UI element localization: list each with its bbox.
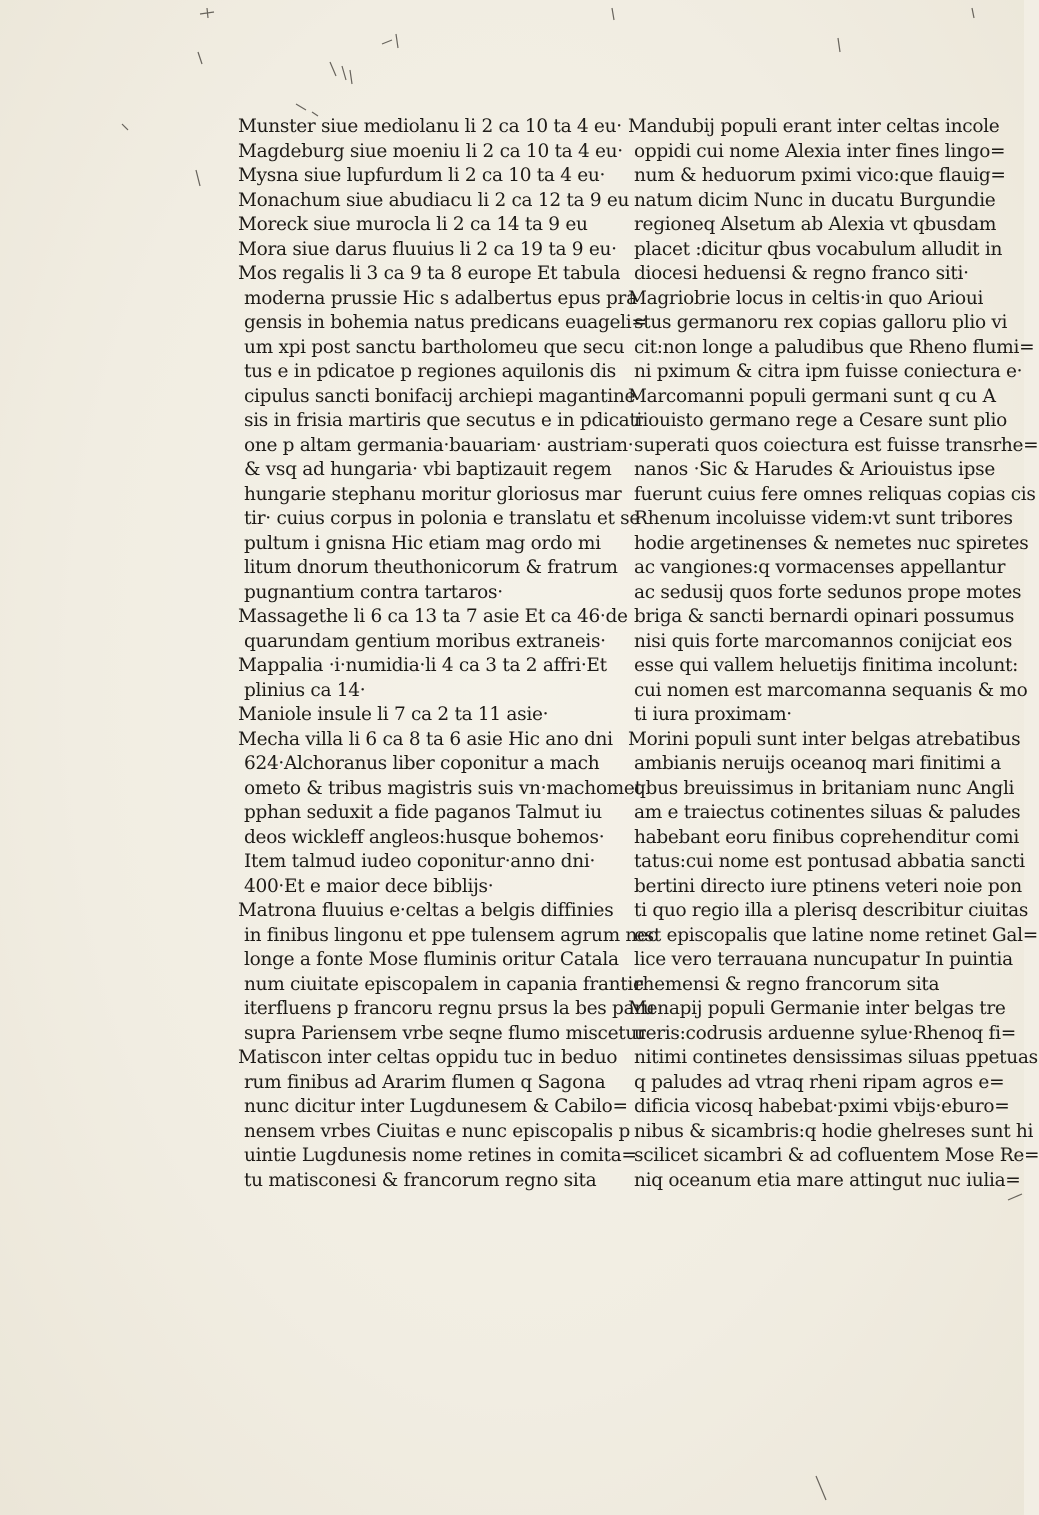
left-column-text-line: tu matisconesi & francorum regno sita xyxy=(244,1169,597,1191)
left-text-column xyxy=(238,115,658,1193)
right-column-text-line: nanos ·Sic & Harudes & Ariouistus ipse xyxy=(634,459,995,480)
left-column-text-line: num ciuitate episcopalem in capania frantie xyxy=(244,973,644,995)
right-column-text-line: habebant eoru finibus coprehenditur comi xyxy=(634,826,1019,848)
right-column-text-line: ueris:codrusis arduenne sylue·Rhenoq fi= xyxy=(634,1022,1016,1044)
left-column-text-line: 624·Alchoranus liber coponitur a mach xyxy=(244,753,600,774)
left-column-text-line: cipulus sancti bonifacij archiepi magantine xyxy=(244,385,636,407)
left-column-text-line: one p altam germania·bauariam· austriam· xyxy=(244,434,634,456)
right-column-text-line: natum dicim Nunc in ducatu Burgundie xyxy=(634,189,996,211)
right-column-text-line: stus germanoru rex copias galloru plio vi xyxy=(634,312,1008,333)
right-column-text-line: fuerunt cuius fere omnes reliquas copias cis xyxy=(634,483,1036,505)
left-column-text-line: sis in frisia martiris que secutus e in pdicati xyxy=(244,410,643,431)
left-column-text-line: litum dnorum theuthonicorum & fratrum xyxy=(244,557,618,578)
left-column-entry-line: Mecha villa li 6 ca 8 ta 6 asie Hic ano dni xyxy=(238,728,613,750)
left-column-entry-line: Munster siue mediolanu li 2 ca 10 ta 4 eu· xyxy=(238,116,622,137)
left-column-text-line: in finibus lingonu et ppe tulensem agrum nec xyxy=(244,924,658,946)
right-column-text-line: scilicet sicambri & ad cofluentem Mose Re= xyxy=(634,1145,1039,1166)
right-column-entry-line: Menapij populi Germanie inter belgas tre xyxy=(628,998,1006,1019)
left-column-entry-line: Mos regalis li 3 ca 9 ta 8 europe Et tabula xyxy=(238,263,621,284)
right-column-text-line: qbus breuissimus in britaniam nunc Angli xyxy=(634,777,1015,799)
left-column-text-line: moderna prussie Hic s adalbertus epus pra xyxy=(244,287,637,309)
right-column-text-line: cui nomen est marcomanna sequanis & mo xyxy=(634,679,1028,701)
left-column-text-line: deos wickleff angleos:husque bohemos· xyxy=(244,826,605,848)
right-column-text-line: q paludes ad vtraq rheni ripam agros e= xyxy=(634,1071,1005,1093)
left-column-text-line: iterfluens p francoru regnu prsus la bes paru xyxy=(244,998,655,1019)
right-column-text-line: ni pximum & citra ipm fuisse coniectura e· xyxy=(634,361,1023,382)
left-column-entry-line: Mysna siue lupfurdum li 2 ca 10 ta 4 eu· xyxy=(238,165,606,186)
left-column-entry-line: Moreck siue murocla li 2 ca 14 ta 9 eu xyxy=(238,214,588,235)
left-column-text-line: longe a fonte Mose fluminis oritur Catala xyxy=(244,949,619,970)
left-column-text-line: gensis in bohemia natus predicans euageli= xyxy=(244,312,647,333)
right-column-text-line: est episcopalis que latine nome retinet Gal= xyxy=(634,924,1038,946)
right-column-text-line: tatus:cui nome est pontusad abbatia sancti xyxy=(634,851,1025,872)
left-column-entry-line: Maniole insule li 7 ca 2 ta 11 asie· xyxy=(238,704,549,725)
left-column-text-line: Item talmud iudeo coponitur·anno dni· xyxy=(244,851,596,872)
left-column-text-line: & vsq ad hungaria· vbi baptizauit regem xyxy=(244,459,612,480)
left-column-text-line: plinius ca 14· xyxy=(244,679,366,701)
right-column-text-line: placet :dicitur qbus vocabulum alludit in xyxy=(634,238,1003,260)
right-column-text-line: ac vangiones:q vormacenses appellantur xyxy=(634,557,1006,578)
left-column-text-line: tus e in pdicatoe p regiones aquilonis dis xyxy=(244,361,616,382)
right-text-column xyxy=(628,115,1039,1193)
right-column-entry-line: Morini populi sunt inter belgas atrebatibus xyxy=(628,728,1021,750)
left-column-text-line: pugnantium contra tartaros· xyxy=(244,581,503,603)
right-column-entry-line: Magriobrie locus in celtis·in quo Arioui xyxy=(628,287,984,309)
right-column-text-line: ac sedusij quos forte sedunos prope motes xyxy=(634,581,1022,603)
left-column-text-line: ometo & tribus magistris suis vn·machomet xyxy=(244,777,642,799)
right-column-text-line: ti quo regio illa a plerisq describitur ciuitas xyxy=(634,900,1029,921)
right-column-text-line: cit:non longe a paludibus que Rheno flumi= xyxy=(634,336,1035,358)
left-column-text-line: quarundam gentium moribus extraneis· xyxy=(244,630,606,652)
right-column-text-line: dificia vicosq habebat·pximi vbijs·eburo= xyxy=(634,1096,1010,1117)
right-column-text-line: nitimi continetes densissimas siluas ppetuas xyxy=(634,1047,1038,1068)
right-column-text-line: superati quos coiectura est fuisse transrhe= xyxy=(634,434,1039,456)
left-column-entry-line: Massagethe li 6 ca 13 ta 7 asie Et ca 46·de xyxy=(238,606,628,627)
right-column-text-line: am e traiectus cotinentes siluas & paludes xyxy=(634,802,1021,823)
left-column-entry-line: Mappalia ·i·numidia·li 4 ca 3 ta 2 affri·Et xyxy=(238,655,607,676)
right-column-text-line: bertini directo iure ptinens veteri noie pon xyxy=(634,875,1022,897)
left-column-text-line: rum finibus ad Ararim flumen q Sagona xyxy=(244,1071,606,1093)
left-column-entry-line: Monachum siue abudiacu li 2 ca 12 ta 9 eu xyxy=(238,189,630,211)
right-column-text-line: num & heduorum pximi vico:que flauig= xyxy=(634,165,1006,186)
right-column-text-line: riouisto germano rege a Cesare sunt plio xyxy=(634,410,1007,431)
left-column-text-line: uintie Lugdunesis nome retines in comita= xyxy=(244,1145,637,1166)
left-column-text-line: hungarie stephanu moritur gloriosus mar xyxy=(244,483,622,505)
left-column-entry-line: Matrona fluuius e·celtas a belgis diffinies xyxy=(238,900,614,921)
left-column-text-line: pphan seduxit a fide paganos Talmut iu xyxy=(244,802,602,823)
right-column-text-line: briga & sancti bernardi opinari possumus xyxy=(634,606,1015,627)
right-column-text-line: ambianis neruijs oceanoq mari finitimi a xyxy=(634,753,1001,774)
right-column-text-line: lice vero terrauana nuncupatur In puintia xyxy=(634,949,1013,970)
right-column-text-line: hodie argetinenses & nemetes nuc spiretes xyxy=(634,532,1029,554)
right-column-text-line: rhemensi & regno francorum sita xyxy=(634,973,940,995)
left-column-text-line: 400·Et e maior dece biblijs· xyxy=(244,875,494,897)
left-column-entry-line: Matiscon inter celtas oppidu tuc in beduo xyxy=(238,1047,618,1068)
left-column-entry-line: Mora siue darus fluuius li 2 ca 19 ta 9 eu· xyxy=(238,238,617,260)
left-column-text-line: supra Pariensem vrbe seqne flumo miscetur xyxy=(244,1022,646,1044)
left-column-text-line: nunc dicitur inter Lugdunesem & Cabilo= xyxy=(244,1096,628,1117)
right-column-text-line: niq oceanum etia mare attingut nuc iulia= xyxy=(634,1169,1021,1191)
right-column-text-line: Rhenum incoluisse videm:vt sunt tribores xyxy=(634,508,1013,529)
right-column-entry-line: Marcomanni populi germani sunt q cu A xyxy=(628,385,996,407)
right-column-text-line: diocesi heduensi & regno franco siti· xyxy=(634,263,969,284)
left-column-text-line: pultum i gnisna Hic etiam mag ordo mi xyxy=(244,532,601,554)
right-column-text-line: ti iura proximam· xyxy=(634,704,792,725)
right-column-text-line: oppidi cui nome Alexia inter fines lingo= xyxy=(634,140,1006,162)
right-column-text-line: regioneq Alsetum ab Alexia vt qbusdam xyxy=(634,214,997,235)
right-column-text-line: esse qui vallem heluetijs finitima incolunt: xyxy=(634,655,1019,676)
right-column-text-line: nibus & sicambris:q hodie ghelreses sunt hi xyxy=(634,1120,1034,1142)
right-column-entry-line: Mandubij populi erant inter celtas incole xyxy=(628,116,1000,137)
left-column-text-line: tir· cuius corpus in polonia e translatu et se xyxy=(244,508,641,529)
corner-mark xyxy=(200,8,214,18)
left-column-text-line: nensem vrbes Ciuitas e nunc episcopalis p xyxy=(244,1120,630,1142)
left-column-entry-line: Magdeburg siue moeniu li 2 ca 10 ta 4 eu· xyxy=(238,140,623,162)
left-column-text-line: um xpi post sanctu bartholomeu que secu xyxy=(244,336,625,358)
right-column-text-line: nisi quis forte marcomannos conijciat eos xyxy=(634,630,1013,652)
